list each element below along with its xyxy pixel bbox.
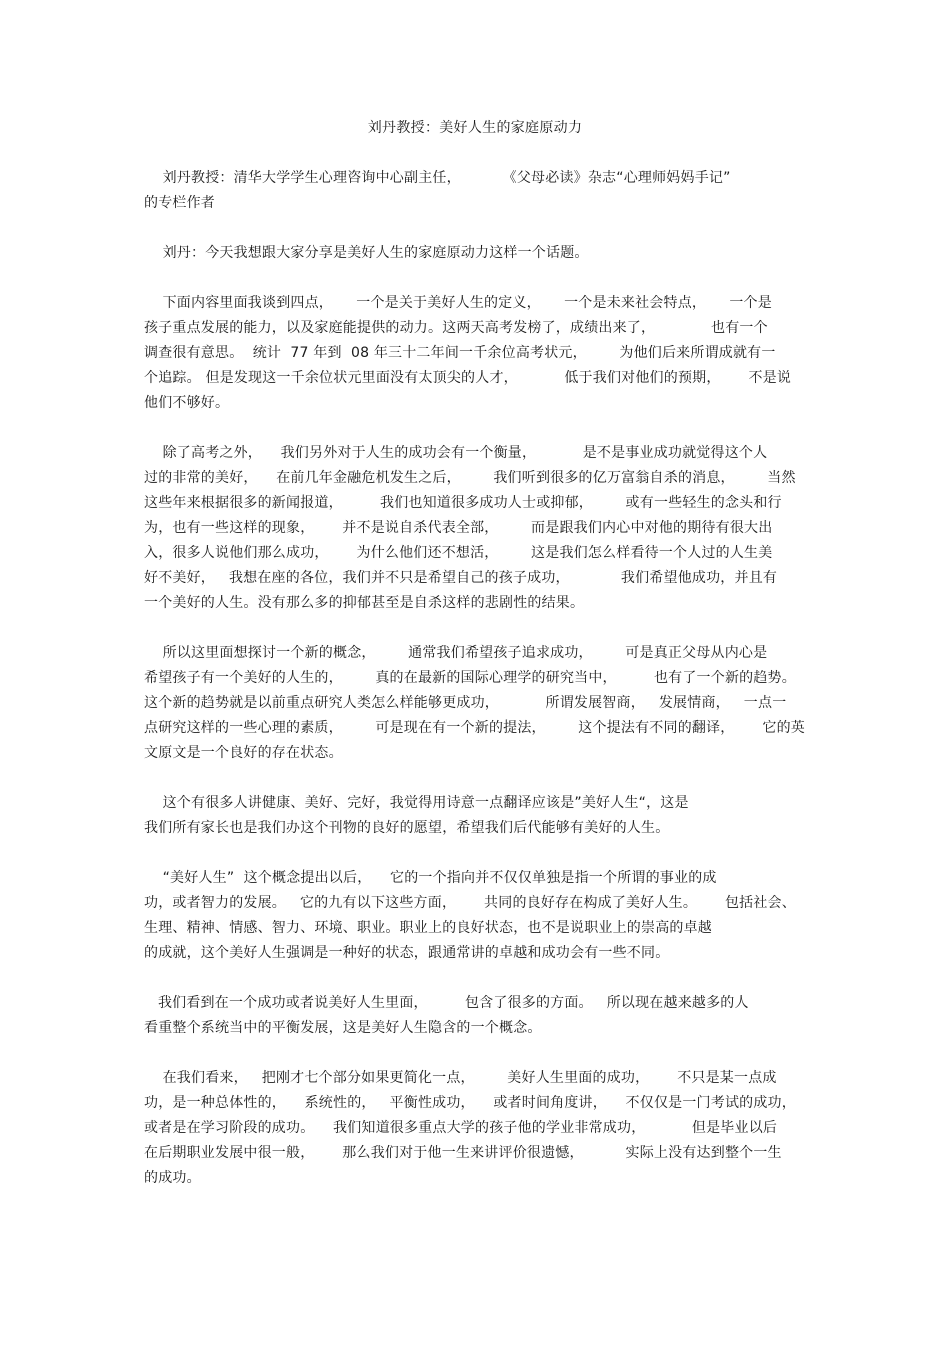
paragraph-5-line-1: 所以这里面想探讨一个新的概念， 通常我们希望孩子追求成功， 可是真正父母从内心是 [144,645,768,661]
paragraph-8-line-2: 看重整个系统当中的平衡发展，这是美好人生隐含的一个概念。 [144,1020,542,1036]
paragraph-4-line-7: 一个美好的人生。没有那么多的抑郁甚至是自杀这样的悲剧性的结果。 [144,595,585,611]
paragraph-9-line-4: 在后期职业发展中很一般， 那么我们对于他一生来讲评价很遗憾， 实际上没有达到整个一生 [144,1145,782,1161]
paragraph-7-line-2: 功，或者智力的发展。 它的九有以下这些方面， 共同的良好存在构成了美好人生。 包括社会、 [144,895,796,911]
paragraph-9-line-1: 在我们看来， 把刚才七个部分如果更简化一点， 美好人生里面的成功， 不只是某一点成 [144,1070,777,1086]
paragraph-5-line-3: 这个新的趋势就是以前重点研究人类怎么样能够更成功， 所谓发展智商， 发展情商， 一点一 [144,695,787,711]
paragraph-3-line-2: 孩子重点发展的能力，以及家庭能提供的动力。这两天高考发榜了，成绩出来了， 也有一个 [144,320,768,336]
paragraph-8-line-1: 我们看到在一个成功或者说美好人生里面， 包含了很多的方面。 所以现在越来越多的人 [144,995,749,1011]
paragraph-9-line-2: 功，是一种总体性的， 系统性的， 平衡性成功， 或者时间角度讲， 不仅仅是一门考试的成功， [144,1095,796,1111]
paragraph-9-line-5: 的成功。 [144,1170,201,1186]
paragraph-4-line-2: 过的非常的美好， 在前几年金融危机发生之后， 我们听到很多的亿万富翁自杀的消息， 当然 [144,470,796,486]
paragraph-5-line-5: 文原文是一个良好的存在状态。 [144,745,343,761]
paragraph-6-line-1: 这个有很多人讲健康、美好、完好，我觉得用诗意一点翻译应该是”美好人生“，这是 [144,795,689,811]
paragraph-3-line-3: 调查很有意思。 统计 77 年到 08 年三十二年间一千余位高考状元， 为他们后来所谓成就有一 [144,345,776,361]
paragraph-2-line-1: 刘丹：今天我想跟大家分享是美好人生的家庭原动力这样一个话题。 [144,245,589,261]
paragraph-4-line-6: 好不美好， 我想在座的各位，我们并不只是希望自己的孩子成功， 我们希望他成功，并且有 [144,570,778,586]
paragraph-5-line-4: 点研究这样的一些心理的素质， 可是现在有一个新的提法， 这个提法有不同的翻译， 它的英 [144,720,806,736]
paragraph-7-line-3: 生理、精神、情感、智力、环境、职业。职业上的良好状态，也不是说职业上的崇高的卓越 [144,920,712,936]
paragraph-6-line-2: 我们所有家长也是我们办这个刊物的良好的愿望，希望我们后代能够有美好的人生。 [144,820,670,836]
paragraph-4-line-3: 这些年来根据很多的新闻报道， 我们也知道很多成功人士或抑郁， 或有一些轻生的念头和行 [144,495,782,511]
paragraph-5-line-2: 希望孩子有一个美好的人生的， 真的在最新的国际心理学的研究当中， 也有了一个新的趋势。 [144,670,796,686]
paragraph-1-line-2: 的专栏作者 [144,195,215,211]
paragraph-7-line-1: “美好人生” 这个概念提出以后， 它的一个指向并不仅仅单独是指一个所谓的事业的成 [144,870,717,886]
paragraph-3-line-4: 个追踪。 但是发现这一千余位状元里面没有太顶尖的人才， 低于我们对他们的预期， 不是说 [144,370,792,386]
paragraph-4-line-4: 为，也有一些这样的现象， 并不是说自杀代表全部， 而是跟我们内心中对他的期待有很大出 [144,520,773,536]
paragraph-7-line-4: 的成就，这个美好人生强调是一种好的状态，跟通常讲的卓越和成功会有一些不同。 [144,945,670,961]
paragraph-1-line-1: 刘丹教授：清华大学学生心理咨询中心副主任， 《父母必读》杂志“心理师妈妈手记” [144,170,731,186]
document-title: 刘丹教授：美好人生的家庭原动力 [367,120,583,136]
paragraph-9-line-3: 或者是在学习阶段的成功。 我们知道很多重点大学的孩子他的学业非常成功， 但是毕业以后 [144,1120,778,1136]
paragraph-3-line-1: 下面内容里面我谈到四点， 一个是关于美好人生的定义， 一个是未来社会特点， 一个是 [144,295,772,311]
paragraph-4-line-5: 入，很多人说他们那么成功， 为什么他们还不想活， 这是我们怎么样看待一个人过的人生美 [144,545,773,561]
paragraph-3-line-5: 他们不够好。 [144,395,230,411]
paragraph-4-line-1: 除了高考之外， 我们另外对于人生的成功会有一个衡量， 是不是事业成功就觉得这个人 [144,445,768,461]
